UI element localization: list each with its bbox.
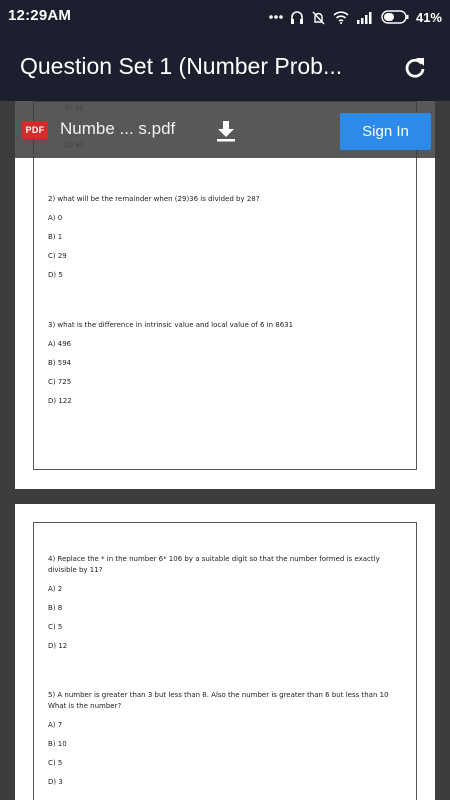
option: D) 12 [48, 642, 68, 650]
sign-in-button[interactable]: Sign In [340, 113, 431, 150]
option: A) 2 [48, 585, 63, 593]
question-4 [48, 554, 393, 652]
pdf-toolbar [0, 101, 450, 158]
question-2 [48, 194, 393, 281]
pdf-page-2 [15, 504, 435, 800]
question-stem: 4) Replace the * in the number 6* 106 by a suitable digit so that the number formed is exactly divisible by 11? [48, 555, 380, 574]
option: C) 725 [48, 378, 72, 386]
option: C) 5 [48, 759, 63, 767]
refresh-button[interactable] [402, 55, 428, 81]
headphones-icon [290, 10, 304, 25]
question-stem: 2) what will be the remainder when (29)36 is divided by 28? [48, 195, 260, 203]
status-icons [269, 7, 442, 27]
question-stem: 3) what is the difference in intrinsic value and local value of 6 in 8631 [48, 321, 294, 329]
option: B) 1 [48, 233, 63, 241]
battery-icon [381, 10, 409, 24]
question-5 [48, 690, 393, 788]
option: A) 0 [48, 214, 63, 222]
option: B) 10 [48, 740, 67, 748]
pdf-page-1 [15, 101, 435, 489]
battery-percent: 41% [415, 9, 442, 25]
download-button[interactable] [215, 120, 237, 142]
pdf-file-icon: PDF [22, 121, 48, 139]
pdf-file-name: Numbe ... s.pdf [60, 119, 176, 138]
app-bar [0, 33, 450, 101]
option: D) 122 [48, 397, 72, 405]
refresh-icon [402, 55, 428, 81]
option: D) 3 [48, 778, 63, 786]
download-icon [215, 120, 237, 142]
option: C) 5 [48, 623, 63, 631]
signal-icon [356, 11, 374, 24]
page-title: Question Set 1 (Number Prob... [20, 53, 343, 79]
option: C) 29 [48, 252, 67, 260]
wifi-icon [333, 11, 349, 24]
option: A) 496 [48, 340, 72, 348]
more-dots-icon [269, 14, 283, 20]
status-time: 12:29AM [8, 7, 72, 24]
pdf-viewer[interactable] [0, 101, 450, 800]
option: B) 594 [48, 359, 72, 367]
question-stem: 5) A number is greater than 3 but less than 8. Also the number is greater than 6 but less than 10 What is the number? [48, 691, 389, 710]
alarm-off-icon [311, 10, 326, 25]
option: A) 7 [48, 721, 63, 729]
option: B) 8 [48, 604, 63, 612]
option: D) 5 [48, 271, 63, 279]
status-bar [0, 0, 450, 33]
question-3 [48, 320, 393, 407]
